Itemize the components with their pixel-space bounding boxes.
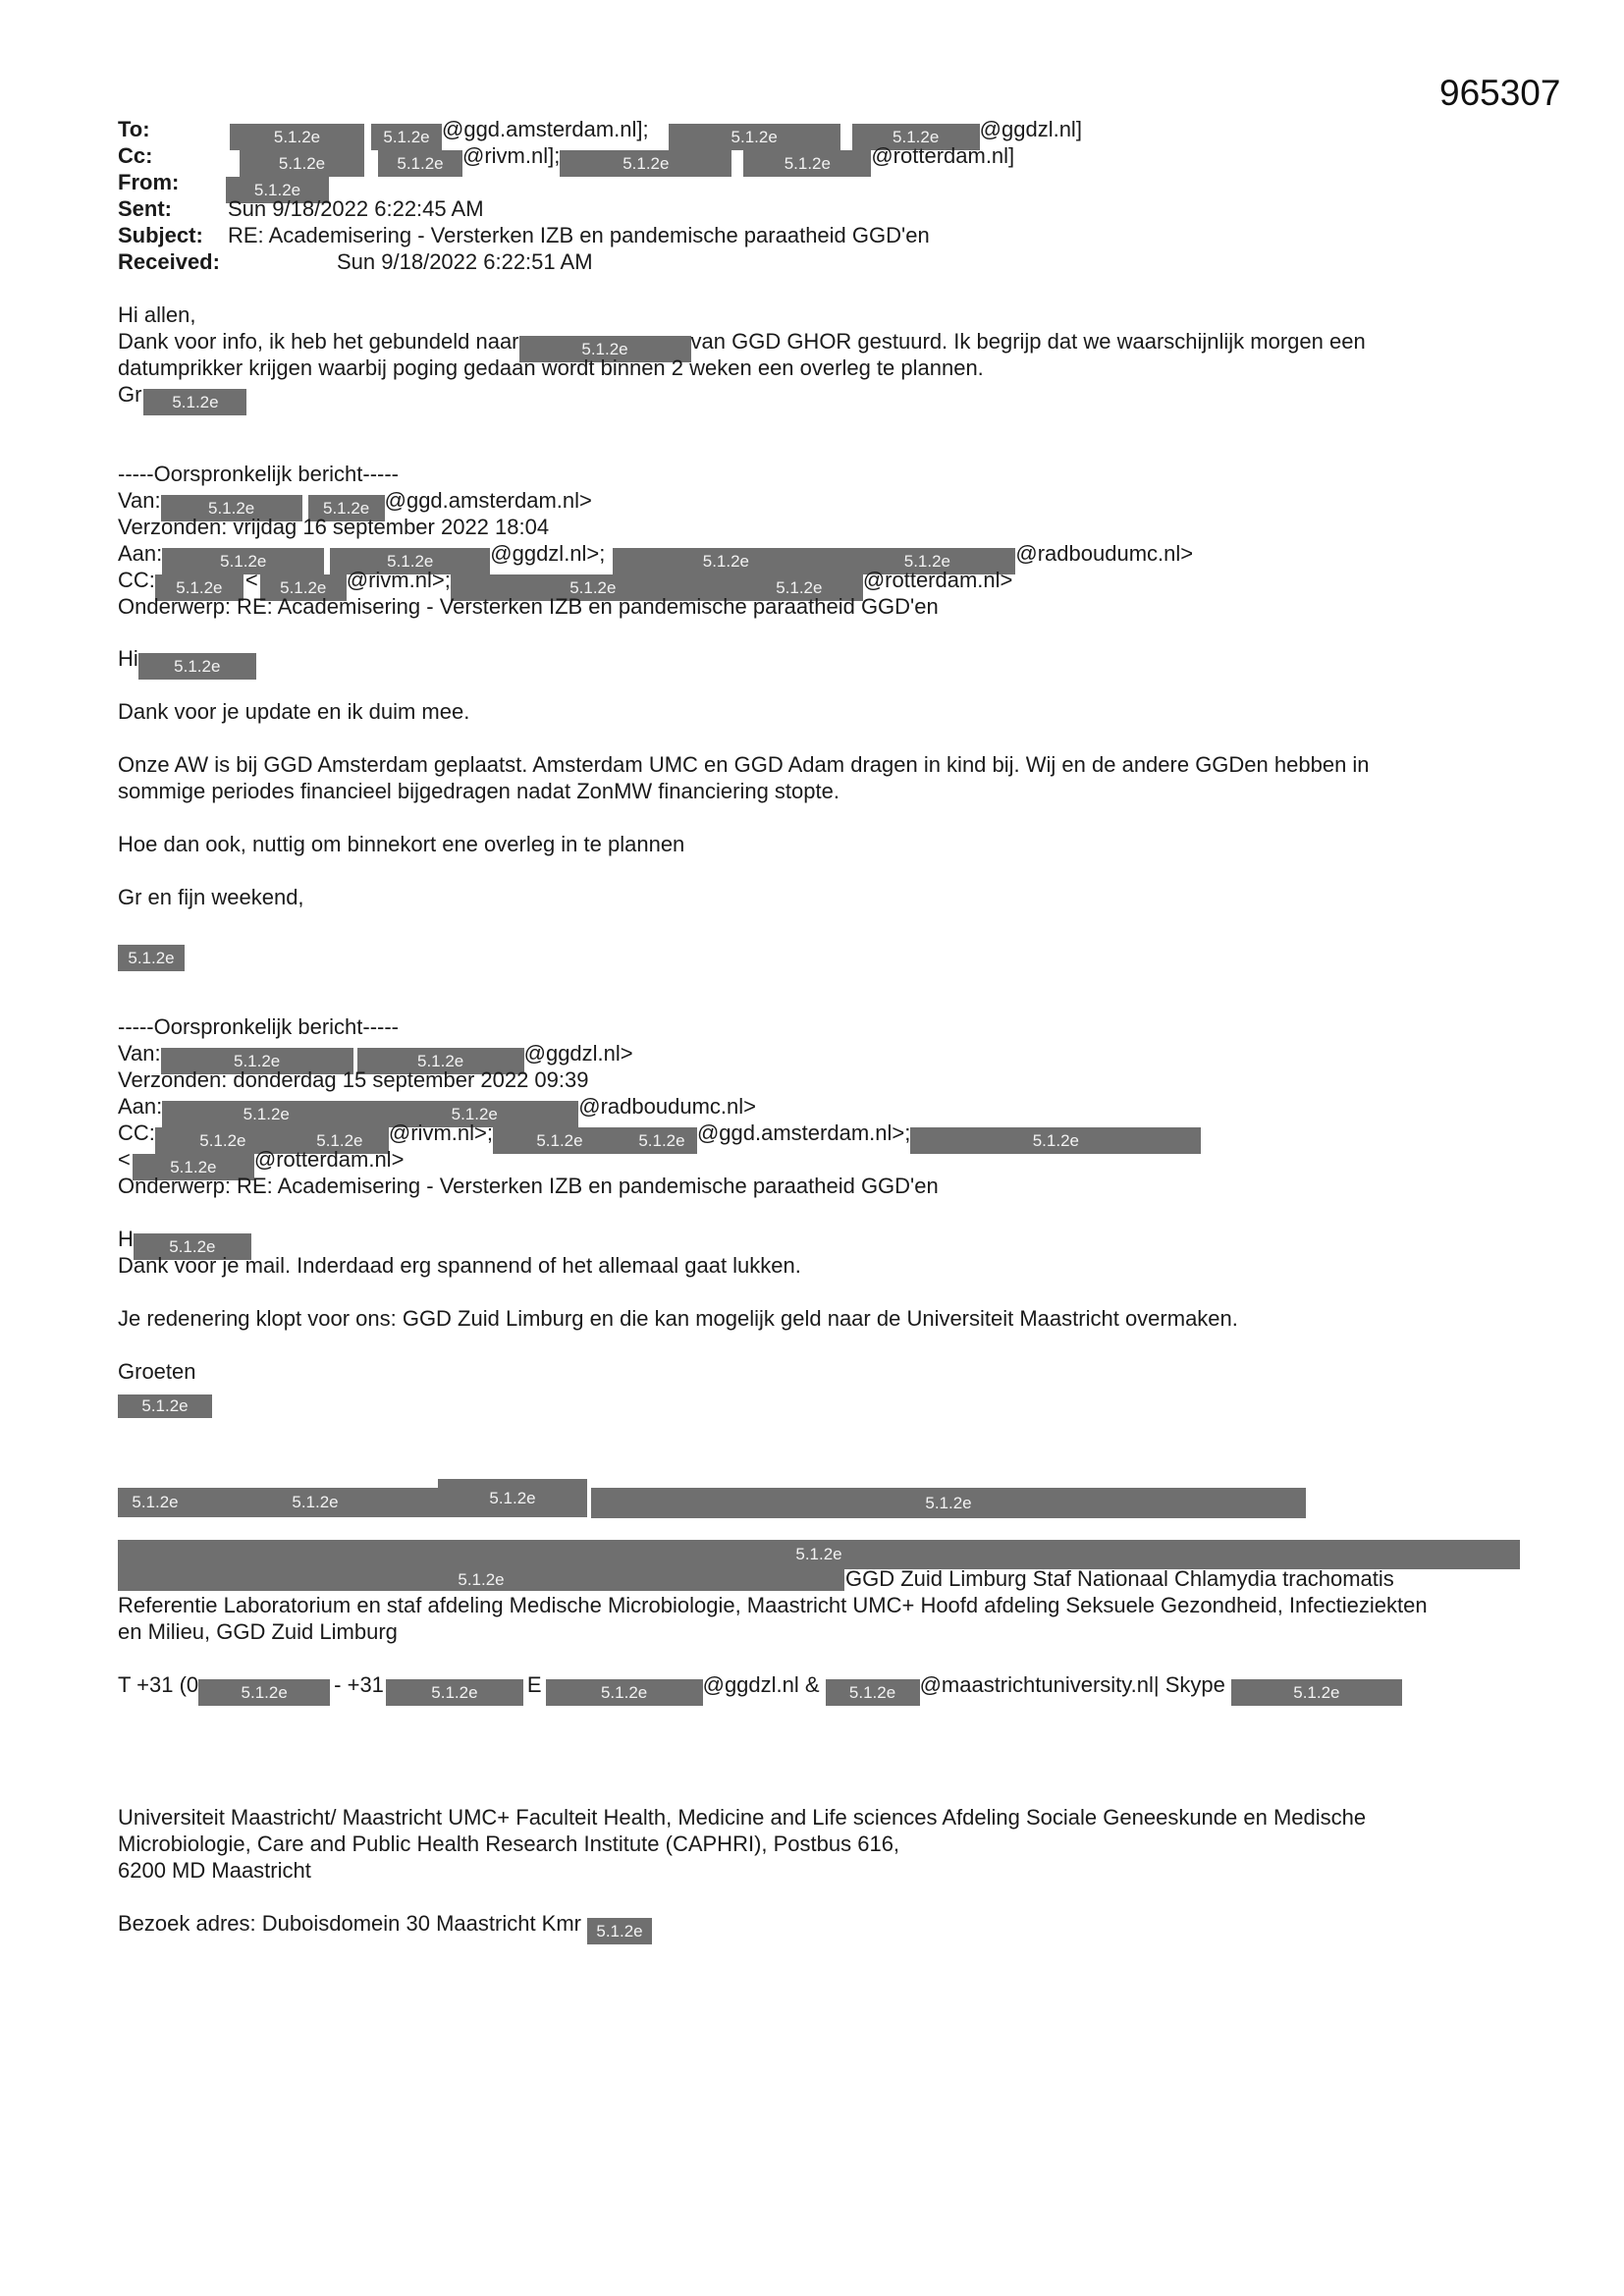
redaction: 5.1.2e	[826, 1679, 920, 1706]
fwd2-signature-name	[118, 1386, 212, 1418]
redaction: 5.1.2e	[198, 1679, 330, 1706]
msg1-line2: datumprikker krijgen waarbij poging gedaan wordt binnen 2 weken een overleg te plannen.	[118, 355, 984, 380]
fwd2-p3: Groeten	[118, 1359, 196, 1384]
redaction: 5.1.2e	[1231, 1679, 1402, 1706]
redaction: 5.1.2e	[852, 124, 980, 150]
redaction: 5.1.2e	[560, 150, 731, 177]
from-label: From:	[118, 170, 180, 194]
fwd2-separator: -----Oorspronkelijk bericht-----	[118, 1014, 400, 1039]
redaction: 5.1.2e	[118, 1569, 844, 1591]
contact-phone-label: T +31 (0	[118, 1672, 199, 1697]
fwd1-aan-domain-1: @ggdzl.nl>;	[490, 541, 606, 566]
contact-domain-1: @ggdzl.nl &	[702, 1672, 820, 1697]
cc-label: Cc:	[118, 143, 153, 168]
redaction: 5.1.2e	[192, 1488, 438, 1517]
redaction: 5.1.2e	[230, 124, 364, 150]
fwd1-van-domain: @ggd.amsterdam.nl>	[384, 488, 592, 513]
redaction: 5.1.2e	[118, 945, 185, 971]
cc-domain-2: @rotterdam.nl]	[871, 143, 1015, 168]
fwd1-cc-domain-2: @rotterdam.nl>	[862, 568, 1013, 592]
fwd2-verzonden: Verzonden: donderdag 15 september 2022 09:39	[118, 1067, 589, 1092]
fwd1-p2-l1: Onze AW is bij GGD Amsterdam geplaatst. Amsterdam UMC en GGD Adam dragen in kind bij. Wij en de andere GGDen hebben in	[118, 752, 1370, 777]
redaction: 5.1.2e	[386, 1679, 523, 1706]
address-l3: 6200 MD Maastricht	[118, 1858, 311, 1883]
header-received	[118, 249, 593, 275]
fwd2-van-domain: @ggdzl.nl>	[523, 1041, 633, 1066]
fwd2-van-label: Van:	[118, 1041, 161, 1066]
redaction: 5.1.2e	[438, 1479, 587, 1517]
redaction: 5.1.2e	[378, 150, 462, 177]
msg1-signoff	[118, 382, 246, 415]
fwd1-p4: Gr en fijn weekend,	[118, 885, 304, 909]
redaction: 5.1.2e	[155, 1127, 291, 1154]
fwd2-greeting-text: H	[118, 1227, 134, 1251]
redaction: 5.1.2e	[587, 1918, 652, 1944]
redaction: 5.1.2e	[308, 495, 385, 521]
redaction: 5.1.2e	[910, 1127, 1201, 1154]
header-subject	[118, 223, 930, 248]
signature-role-l1: GGD Zuid Limburg Staf Nationaal Chlamydia trachomatis	[845, 1566, 1394, 1591]
signature-role-l2: Referentie Laboratorium en staf afdeling Medische Microbiologie, Maastricht UMC+ Hoofd afdeling Seksuele Gezondheid, Infectieziekten	[118, 1593, 1428, 1617]
header-sent	[118, 196, 484, 222]
msg1-signoff-text: Gr	[118, 382, 142, 407]
fwd1-p3: Hoe dan ook, nuttig om binnekort ene overleg in te plannen	[118, 832, 685, 856]
redaction: 5.1.2e	[669, 124, 840, 150]
redaction: 5.1.2e	[839, 548, 1015, 574]
sent-value: Sun 9/18/2022 6:22:45 AM	[228, 196, 484, 221]
redaction: 5.1.2e	[161, 1048, 353, 1074]
redaction: 5.1.2e	[240, 150, 364, 177]
fwd2-cc2-lt: <	[118, 1147, 131, 1172]
redaction: 5.1.2e	[451, 574, 735, 601]
redaction: 5.1.2e	[519, 336, 691, 362]
redaction: 5.1.2e	[134, 1233, 251, 1260]
fwd2-cc2-domain: @rotterdam.nl>	[253, 1147, 405, 1172]
received-label: Received:	[118, 249, 220, 274]
msg1-greeting: Hi allen,	[118, 302, 196, 327]
redaction: 5.1.2e	[357, 1048, 524, 1074]
redaction: 5.1.2e	[613, 548, 839, 574]
redaction: 5.1.2e	[370, 1101, 578, 1127]
redaction: 5.1.2e	[493, 1127, 626, 1154]
contact-phone-sep: - +31	[334, 1672, 384, 1697]
fwd2-cc-domain-1: @rivm.nl>;	[388, 1121, 493, 1145]
redaction: 5.1.2e	[155, 574, 244, 601]
fwd2-cc-domain-2: @ggd.amsterdam.nl>;	[696, 1121, 911, 1145]
redaction: 5.1.2e	[118, 1488, 192, 1517]
contact-domain-2: @maastrichtuniversity.nl| Skype	[919, 1672, 1225, 1697]
fwd1-van-label: Van:	[118, 488, 161, 513]
address-l2: Microbiologie, Care and Public Health Research Institute (CAPHRI), Postbus 616,	[118, 1831, 900, 1856]
sent-label: Sent:	[118, 196, 172, 221]
redaction: 5.1.2e	[330, 548, 490, 574]
fwd2-p1: Dank voor je mail. Inderdaad erg spannend of het allemaal gaat lukken.	[118, 1253, 801, 1278]
fwd1-greeting	[118, 646, 256, 680]
cc-domain-1: @rivm.nl];	[462, 143, 561, 168]
fwd1-signature	[118, 938, 185, 971]
redaction: 5.1.2e	[591, 1488, 1306, 1518]
redaction: 5.1.2e	[743, 150, 871, 177]
redaction: 5.1.2e	[546, 1679, 703, 1706]
signature-contact	[118, 1672, 1402, 1706]
redaction: 5.1.2e	[226, 177, 329, 203]
to-label: To:	[118, 117, 150, 141]
redaction: 5.1.2e	[138, 653, 256, 680]
signature-role-l3: en Milieu, GGD Zuid Limburg	[118, 1619, 398, 1644]
redaction: 5.1.2e	[143, 389, 246, 415]
redaction: 5.1.2e	[162, 1101, 370, 1127]
to-domain-1: @ggd.amsterdam.nl];	[442, 117, 649, 141]
msg1-text-b: van GGD GHOR gestuurd. Ik begrijp dat we waarschijnlijk morgen een	[690, 329, 1366, 354]
received-value: Sun 9/18/2022 6:22:51 AM	[337, 249, 593, 274]
address-bezoek	[118, 1911, 652, 1944]
bezoek-text: Bezoek adres: Duboisdomein 30 Maastricht Kmr	[118, 1911, 581, 1936]
fwd1-aan-domain-2: @radboudumc.nl>	[1015, 541, 1194, 566]
fwd1-p1: Dank voor je update en ik duim mee.	[118, 699, 470, 724]
fwd1-greeting-text: Hi	[118, 646, 138, 671]
redaction: 5.1.2e	[118, 1394, 212, 1418]
address-l1: Universiteit Maastricht/ Maastricht UMC+ Faculteit Health, Medicine and Life sciences Afdeling Sociale Geneeskunde en Medische	[118, 1805, 1367, 1830]
fwd1-separator: -----Oorspronkelijk bericht-----	[118, 462, 400, 486]
fwd1-aan-label: Aan:	[118, 541, 163, 566]
document-number: 965307	[1439, 73, 1561, 113]
redaction: 5.1.2e	[291, 1127, 389, 1154]
redaction: 5.1.2e	[161, 495, 302, 521]
fwd2-cc-label: CC:	[118, 1121, 155, 1145]
subject-value: RE: Academisering - Versterken IZB en pandemische paraatheid GGD'en	[228, 223, 930, 247]
contact-email-label: E	[526, 1672, 542, 1697]
redaction: 5.1.2e	[133, 1154, 254, 1180]
fwd2-p2: Je redenering klopt voor ons: GGD Zuid Limburg en die kan mogelijk geld naar de Universiteit Maastricht overmaken.	[118, 1306, 1238, 1331]
redaction: 5.1.2e	[260, 574, 347, 601]
redaction: 5.1.2e	[371, 124, 442, 150]
redaction: 5.1.2e	[162, 548, 324, 574]
to-domain-2: @ggdzl.nl]	[979, 117, 1082, 141]
fwd1-verzonden: Verzonden: vrijdag 16 september 2022 18:04	[118, 515, 550, 539]
fwd1-p2-l2: sommige periodes financieel bijgedragen nadat ZonMW financiering stopte.	[118, 779, 839, 803]
fwd2-aan-domain: @radboudumc.nl>	[578, 1094, 756, 1119]
fwd2-aan-label: Aan:	[118, 1094, 163, 1119]
redaction: 5.1.2e	[626, 1127, 697, 1154]
fwd1-cc-domain-1: @rivm.nl>;	[346, 568, 451, 592]
redaction: 5.1.2e	[118, 1540, 1520, 1569]
subject-label: Subject:	[118, 223, 203, 247]
msg1-text-a: Dank voor info, ik heb het gebundeld naar	[118, 329, 519, 354]
fwd1-cc-label: CC:	[118, 568, 155, 592]
redaction: 5.1.2e	[735, 574, 863, 601]
fwd1-cc-lt: <	[244, 568, 258, 592]
fwd1-onderwerp: Onderwerp: RE: Academisering - Versterken IZB en pandemische paraatheid GGD'en	[118, 594, 939, 619]
fwd2-onderwerp: Onderwerp: RE: Academisering - Versterken IZB en pandemische paraatheid GGD'en	[118, 1174, 939, 1198]
